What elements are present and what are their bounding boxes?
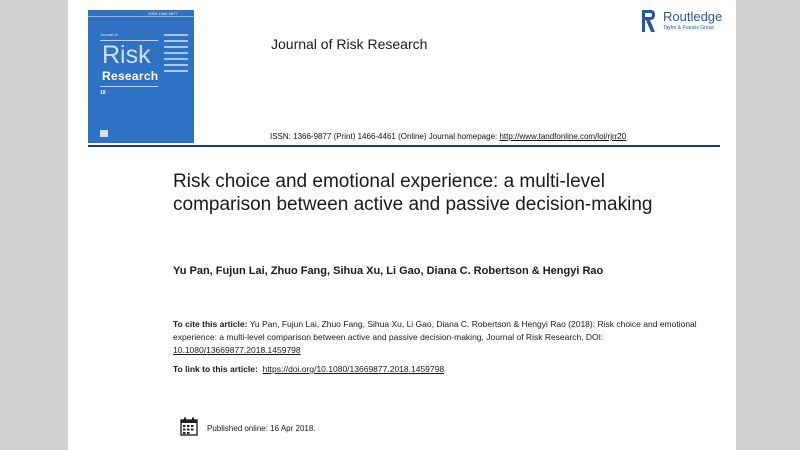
cover-title-research: Research (102, 69, 159, 83)
article-url-link[interactable]: https://doi.org/10.1080/13669877.2018.1459798 (262, 364, 445, 374)
publisher-subtitle: Taylor & Francis Group (663, 25, 715, 31)
cover-title-risk: Risk (102, 41, 151, 69)
journal-title: Journal of Risk Research (271, 36, 428, 52)
cover-journal-of-text: Journal of (100, 32, 118, 37)
cover-issue-number: 18 (100, 90, 106, 96)
article-link-line (173, 364, 444, 374)
cover-publisher-logo-icon (100, 130, 108, 137)
cover-divider (88, 16, 194, 17)
publisher-name: Routledge (663, 9, 723, 24)
citation-block (173, 318, 718, 357)
published-date: Published online: 16 Apr 2018. (207, 424, 316, 433)
citation-label: To cite this article: (173, 319, 248, 329)
cover-divider (100, 86, 158, 87)
journal-cover-image (88, 10, 194, 143)
journal-homepage-link[interactable]: http://www.tandfonline.com/loi/rjrr20 (499, 132, 627, 141)
routledge-logo-icon (640, 9, 656, 33)
article-authors: Yu Pan, Fujun Lai, Zhuo Fang, Sihua Xu, Li Gao, Diana C. Robertson & Hengyi Rao (173, 265, 604, 277)
issn-line (270, 132, 626, 141)
calendar-icon (180, 417, 198, 436)
citation-text: Yu Pan, Fujun Lai, Zhuo Fang, Sihua Xu, Li Gao, Diana C. Robertson & Hengyi Rao (2018): Risk choice and emotional experience: a multi-level comparison between active and passive decision-making, Journal of Risk Research, DOI: (173, 319, 697, 342)
article-title: Risk choice and emotional experience: a multi-level comparison between active and passive decision-making (173, 171, 653, 215)
doi-link[interactable]: 10.1080/13669877.2018.1459798 (173, 345, 301, 355)
link-label: To link to this article: (173, 364, 258, 374)
header-rule (88, 145, 720, 147)
cover-side-lines (164, 34, 188, 76)
article-cover-page (68, 0, 736, 450)
cover-issn-text: ISSN 1366-9877 (148, 11, 178, 16)
issn-text: ISSN: 1366-9877 (Print) 1466-4461 (Online) Journal homepage: (270, 132, 500, 141)
